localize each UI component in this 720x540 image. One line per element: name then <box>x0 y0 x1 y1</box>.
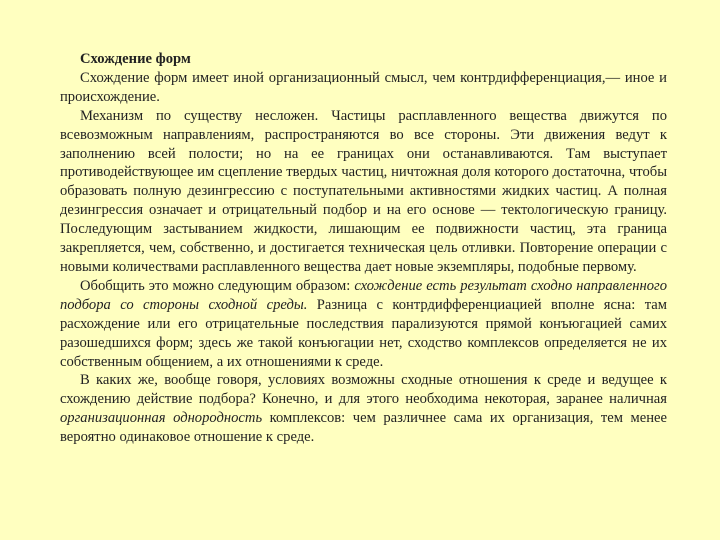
paragraph-3 <box>60 277 667 372</box>
paragraph-3-emphasis: схождение есть результат сходно направленного подбора со стороны сходной среды. <box>60 277 667 313</box>
document-page <box>60 50 667 447</box>
paragraph-4-lead: В каких же, вообще говоря, условиях возможны сходные отношения к среде и ведущее к схождению действие подбора? Конечно, и для этого необходима некоторая, заранее наличная <box>60 372 667 408</box>
paragraph-3-rest: Разница с контрдифференциацией вполне ясна: там расхождение или его отрицательные последствия парализуются прямой конъюгацией самих разошедшихся форм; здесь же такой конъюгации нет, сходство комплексов определяется не их собственным общением, а их отношениями к среде. <box>60 296 667 370</box>
section-title: Схождение форм <box>80 51 191 67</box>
paragraph-4 <box>60 371 667 447</box>
paragraph-4-emphasis: организационная однородность <box>60 410 263 427</box>
paragraph-1: Схождение форм имеет иной организационный смысл, чем контрдифференциация,— иное и происхождение. <box>60 69 667 105</box>
paragraph-3-lead: Обобщить это можно следующим образом: <box>80 277 355 294</box>
paragraph-4-rest: комплексов: чем различнее сама их организация, тем менее вероятно одинаковое отношение к среде. <box>60 410 667 446</box>
paragraph-2: Механизм по существу несложен. Частицы расплавленного вещества движутся по всевозможным направлениям, распространяются во все стороны. Эти движения ведут к заполнению всей полости; но на ее границах они останавливаются. Там выступает противодействующее им сцепление твердых частиц, ничтожная доля которого достаточна, чтобы образовать полную дезингрессию с поступательными активностями жидких частиц. А полная дезингрессия означает и отрицательный подбор и на его основе — тектологическую границу. Последующим застыванием жидкости, лишающим ее подвижности частиц, эта граница закрепляется, чем, собственно, и достигается техническая цель отливки. Повторение операции с новыми количествами расплавленного вещества дает новые экземпляры, подобные первому. <box>60 107 667 275</box>
